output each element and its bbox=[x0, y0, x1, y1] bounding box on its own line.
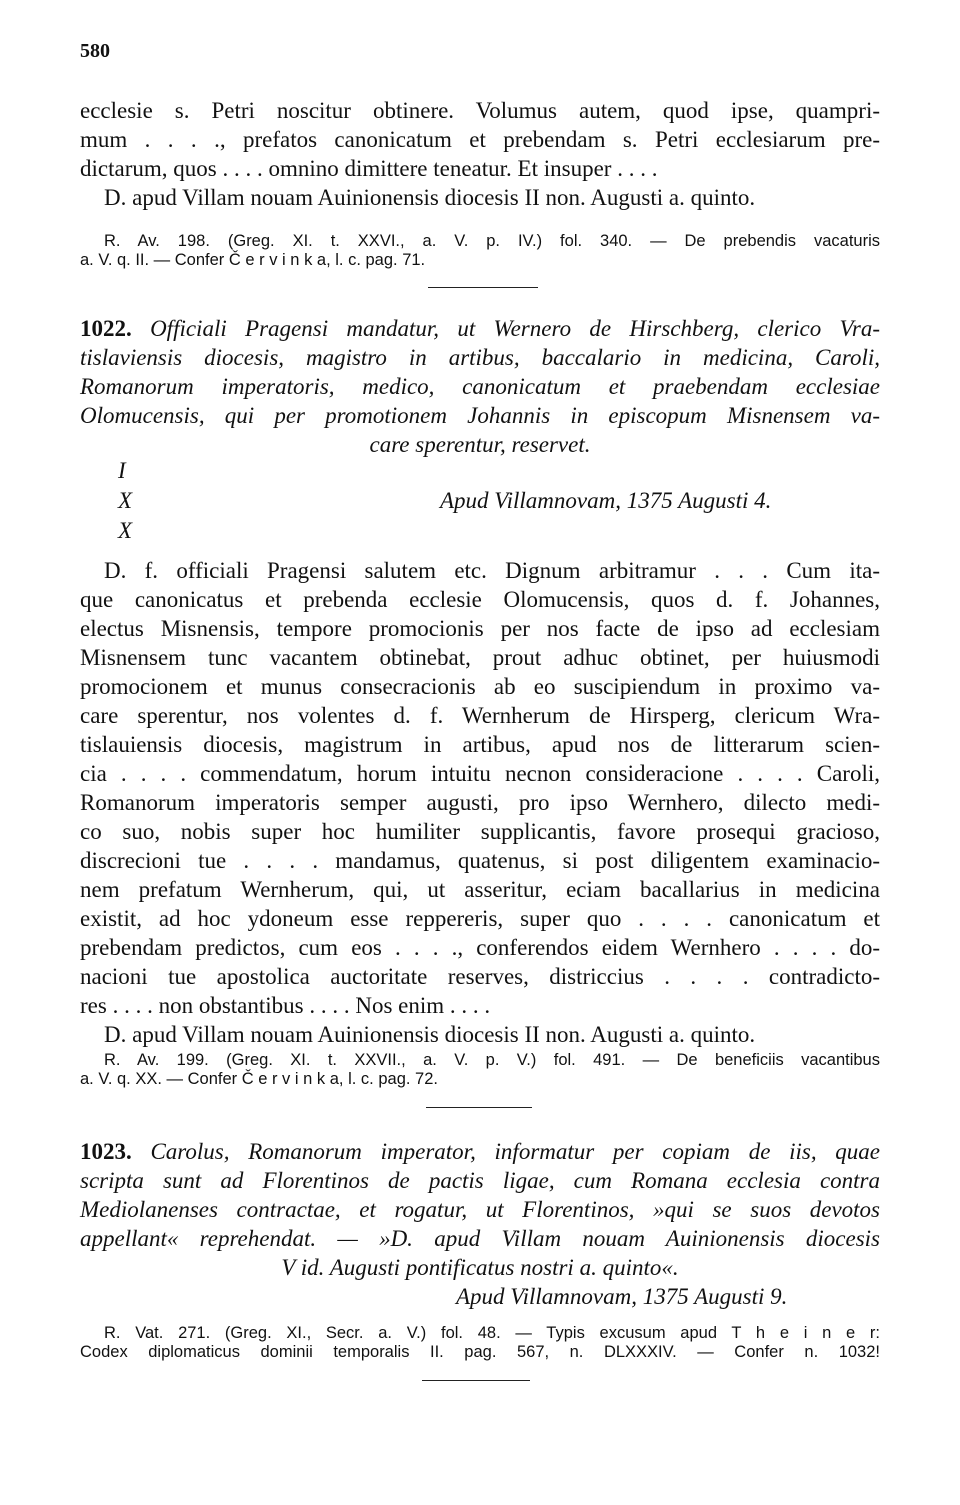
text-line: existit, ad hoc ydoneum esse reppereris, super quo . . . . canonicatum et bbox=[80, 906, 880, 931]
text-line: D. f. officiali Pragensi salutem etc. Dignum arbitramur . . . Cum ita- bbox=[104, 558, 880, 583]
summary-line: appellant« reprehendat. — »D. apud Villam nouam Auinionensis diocesis bbox=[80, 1226, 880, 1251]
separator-rule bbox=[422, 1380, 530, 1381]
note-line: a. V. q. XX. — Confer Č e r v i n k a, l. c. pag. 72. bbox=[80, 1070, 438, 1088]
roman-mark: X bbox=[118, 488, 133, 513]
text-line: mum . . . ., prefatos canonicatum et prebendam s. Petri ecclesiarum pre- bbox=[80, 127, 880, 152]
text-line: D. apud Villam nouam Auinionensis diocesis II non. Augusti a. quinto. bbox=[104, 185, 756, 210]
dateline: Apud Villamnovam, 1375 Augusti 4. bbox=[440, 488, 772, 513]
roman-mark: X bbox=[118, 518, 133, 543]
text-line: dictarum, quos . . . . omnino dimittere teneatur. Et insuper . . . . bbox=[80, 156, 658, 181]
summary-line: 1023. Carolus, Romanorum imperator, informatur per copiam de iis, quae bbox=[80, 1139, 881, 1164]
entry-1022-text bbox=[80, 556, 880, 1049]
text-line: nacioni tue apostolica auctoritate reserves, districcius . . . . contradicto- bbox=[80, 964, 880, 989]
page-number: 580 bbox=[80, 40, 110, 62]
text-line: que canonicatus et prebenda ecclesie Olomucensis, quos d. f. Johannes, bbox=[80, 587, 880, 612]
note-line: R. Av. 199. (Greg. XI. t. XXVII., a. V. p. V.) fol. 491. — De beneficiis vacantibus bbox=[104, 1051, 880, 1069]
text-line: prebendam predictos, cum eos . . . ., conferendos eidem Wernhero . . . . do- bbox=[80, 935, 880, 960]
footnote-top bbox=[80, 232, 880, 270]
summary-line: 1022. Officiali Pragensi mandatur, ut Wernero de Hirschberg, clerico Vra- bbox=[80, 316, 880, 341]
text-line: Romanorum imperatoris semper augusti, pro ipso Wernhero, dilecto medi- bbox=[80, 790, 880, 815]
text-line: cia . . . . commendatum, horum intuitu necnon consideracione . . . . Caroli, bbox=[80, 761, 880, 786]
summary-line: V id. Augusti pontificatus nostri a. quinto«. bbox=[281, 1255, 679, 1280]
note-line: a. V. q. II. — Confer Č e r v i n k a, l. c. pag. 71. bbox=[80, 251, 426, 269]
roman-mark: I bbox=[118, 458, 126, 483]
footnote-1022 bbox=[80, 1051, 880, 1089]
separator-rule bbox=[426, 1107, 532, 1108]
text-line: ecclesie s. Petri noscitur obtinere. Volumus autem, quod ipse, quampri- bbox=[80, 98, 880, 123]
entry-1023-summary bbox=[80, 1137, 880, 1282]
summary-line: tislaviensis diocesis, magistro in artibus, baccalario in medicina, Caroli, bbox=[80, 345, 880, 370]
text-line: promocionem et munus consecracionis ab eo suscipiendum in proximo va- bbox=[80, 674, 880, 699]
dateline: Apud Villamnovam, 1375 Augusti 9. bbox=[456, 1284, 788, 1309]
text-line: electus Misnensis, tempore promocionis per nos facte de ipso ad ecclesiam bbox=[80, 616, 880, 641]
separator-rule bbox=[428, 287, 538, 288]
entry-1022-summary bbox=[80, 314, 880, 459]
entry-number: 1022. bbox=[80, 316, 132, 341]
footnote-1023 bbox=[80, 1324, 880, 1362]
summary-line: Olomucensis, qui per promotionem Johannis in episcopum Misnensem va- bbox=[80, 403, 880, 428]
text-line: res . . . . non obstantibus . . . . Nos enim . . . . bbox=[80, 993, 491, 1018]
entry-number: 1023. bbox=[80, 1139, 132, 1164]
text-line: discrecioni tue . . . . mandamus, quatenus, si post diligentem examinacio- bbox=[80, 848, 880, 873]
note-line: R. Vat. 271. (Greg. XI., Secr. a. V.) fol. 48. — Typis excusum apud T h e i n e r: bbox=[104, 1324, 880, 1342]
summary-line: Mediolanenses contractae, et rogatur, ut Florentinos, »qui se suos devotos bbox=[80, 1197, 880, 1222]
text-line: nem prefatum Wernherum, qui, ut asseritur, eciam bacallarius in medicina bbox=[80, 877, 880, 902]
text-line: tislauiensis diocesis, magistrum in artibus, apud nos de litterarum scien- bbox=[80, 732, 880, 757]
text-line: Misnensem tunc vacantem obtinebat, prout adhuc obtinet, per huiusmodi bbox=[80, 645, 880, 670]
text-line: co suo, nobis super hoc humiliter supplicantis, favore prosequi gracioso, bbox=[80, 819, 880, 844]
continuation-text bbox=[80, 96, 880, 212]
summary-line: Romanorum imperatoris, medico, canonicatum et praebendam ecclesiae bbox=[80, 374, 880, 399]
text-line: D. apud Villam nouam Auinionensis diocesis II non. Augusti a. quinto. bbox=[104, 1022, 756, 1047]
note-line: Codex diplomaticus dominii temporalis II. pag. 567, n. DLXXXIV. — Confer n. 1032! bbox=[80, 1343, 880, 1361]
summary-line: scripta sunt ad Florentinos de pactis ligae, cum Romana ecclesia contra bbox=[80, 1168, 880, 1193]
summary-line: care sperentur, reservet. bbox=[369, 432, 591, 457]
text-line: care sperentur, nos volentes d. f. Wernherum de Hirsperg, clericum Wra- bbox=[80, 703, 880, 728]
note-line: R. Av. 198. (Greg. XI. t. XXVI., a. V. p. IV.) fol. 340. — De prebendis vacaturis bbox=[104, 232, 880, 250]
